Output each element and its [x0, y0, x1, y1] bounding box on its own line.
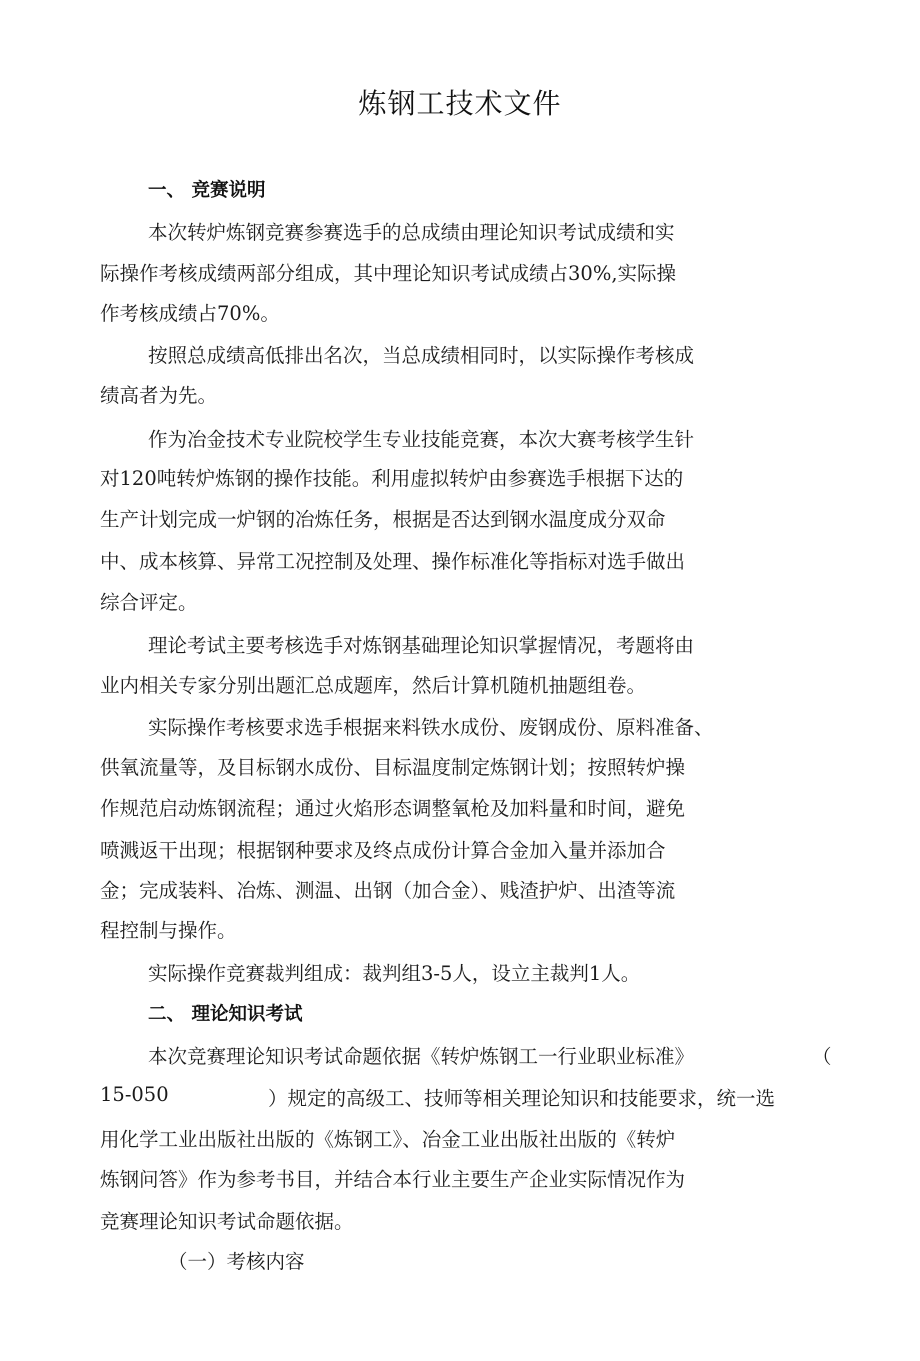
paragraph-line: 本次转炉炼钢竞赛参赛选手的总成绩由理论知识考试成绩和实 [148, 221, 675, 244]
paragraph-line: 炼钢问答》作为参考书目，并结合本行业主要生产企业实际情况作为 [100, 1168, 686, 1191]
paragraph-line: 实际操作考核要求选手根据来料铁水成份、废钢成份、原料准备、 [148, 716, 714, 739]
paragraph-line: 际操作考核成绩两部分组成，其中理论知识考试成绩占30%,实际操 [100, 262, 677, 285]
paragraph-line: 作为冶金技术专业院校学生专业技能竞赛，本次大赛考核学生针 [148, 428, 695, 451]
paragraph-line: 生产计划完成一炉钢的冶炼任务，根据是否达到钢水温度成分双命 [100, 508, 666, 531]
paragraph-line: 供氧流量等，及目标钢水成份、目标温度制定炼钢计划；按照转炉操 [100, 756, 686, 779]
paragraph-line: 程控制与操作。 [100, 919, 237, 942]
paragraph-line: 喷溅返干出现；根据钢种要求及终点成份计算合金加入量并添加合 [100, 839, 666, 862]
paragraph-line: 中、成本核算、异常工况控制及处理、操作标准化等指标对选手做出 [100, 550, 686, 573]
paragraph-line: 综合评定。 [100, 591, 198, 614]
subsection-heading-assessment-content: （一）考核内容 [168, 1250, 305, 1273]
paragraph-line: 用化学工业出版社出版的《炼钢工》、冶金工业出版社出版的《转炉 [100, 1128, 676, 1151]
paragraph-line: 金；完成装料、冶炼、测温、出钢（加合金）、贱渣护炉、出渣等流 [100, 879, 676, 902]
paragraph-line: 绩高者为先。 [100, 384, 218, 407]
paragraph-line: 作规范启动炼钢流程；通过火焰形态调整氧枪及加料量和时间，避免 [100, 797, 686, 820]
paragraph-line: 本次竞赛理论知识考试命题依据《转炉炼钢工一行业职业标准》 [148, 1045, 695, 1068]
open-paren: （ [812, 1045, 832, 1068]
paragraph-line: 理论考试主要考核选手对炼钢基础理论知识掌握情况，考题将由 [148, 634, 695, 657]
section-heading-theory-exam: 二、 理论知识考试 [148, 1004, 303, 1025]
paragraph-line: ）规定的高级工、技师等相关理论知识和技能要求，统一选 [268, 1087, 776, 1110]
paragraph-line: 作考核成绩占70%。 [100, 302, 280, 325]
standard-code: 15-050 [100, 1083, 169, 1106]
paragraph-line: 对120吨转炉炼钢的操作技能。利用虚拟转炉由参赛选手根据下达的 [100, 467, 684, 490]
paragraph-line: 业内相关专家分别出题汇总成题库，然后计算机随机抽题组卷。 [100, 674, 647, 697]
document-title: 炼钢工技术文件 [358, 87, 562, 120]
paragraph-line: 竞赛理论知识考试命题依据。 [100, 1210, 354, 1233]
paragraph-line: 实际操作竞赛裁判组成：裁判组3-5人，设立主裁判1人。 [148, 962, 641, 985]
section-heading-competition-description: 一、 竞赛说明 [148, 180, 266, 201]
paragraph-line: 按照总成绩高低排出名次，当总成绩相同时，以实际操作考核成 [148, 344, 695, 367]
